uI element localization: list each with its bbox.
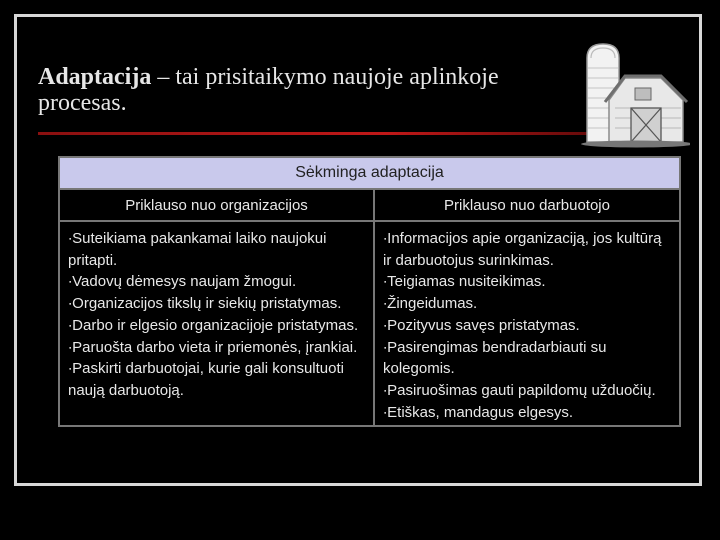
title-underline (38, 132, 618, 135)
list-item: ∙Pasiruošimas gauti papildomų užduočių. (383, 381, 656, 399)
column-header-employee: Priklauso nuo darbuotojo (374, 189, 680, 221)
list-item: ∙Pasirengimas bendradarbiauti su kolegomis. (383, 338, 607, 378)
list-item: ∙Vadovų dėmesys naujam žmogui. (68, 273, 297, 291)
title-bold-term: Adaptacija (38, 64, 152, 90)
list-item: ∙Informacijos apie organizaciją, jos kultūrą ir darbuotojus surinkimas. (383, 230, 662, 269)
title-line-2: procesas. (38, 90, 127, 116)
list-item: ∙Organizacijos tikslų ir siekių pristatymas. (68, 295, 342, 313)
adaptation-table (58, 156, 681, 427)
title-definition: – tai prisitaikymo naujoje aplinkoje (151, 64, 499, 90)
list-item: ∙Paruošta darbo vieta ir priemonės, įrankiai. (68, 338, 358, 356)
list-item: ∙Suteikiama pakankamai laiko naujokui pritapti. (68, 230, 327, 269)
list-item: ∙Teigiamas nusiteikimas. (383, 273, 546, 291)
list-item: ∙Darbo ir elgesio organizacijoje pristatymas. (68, 316, 359, 334)
list-item: ∙Etiškas, mandagus elgesys. (383, 403, 574, 421)
employee-factors-cell (374, 221, 680, 426)
organization-factors-cell (59, 221, 374, 426)
barn-silo-icon (565, 38, 690, 148)
list-item: ∙Žingeidumas. (383, 295, 478, 313)
list-item: ∙Pozityvus savęs pristatymas. (383, 316, 580, 334)
table-header: Sėkminga adaptacija (59, 157, 680, 189)
list-item: ∙Paskirti darbuotojai, kurie gali konsultuoti naują darbuotoją. (68, 360, 344, 399)
slide-title (38, 64, 598, 116)
column-header-organization: Priklauso nuo organizacijos (59, 189, 374, 221)
